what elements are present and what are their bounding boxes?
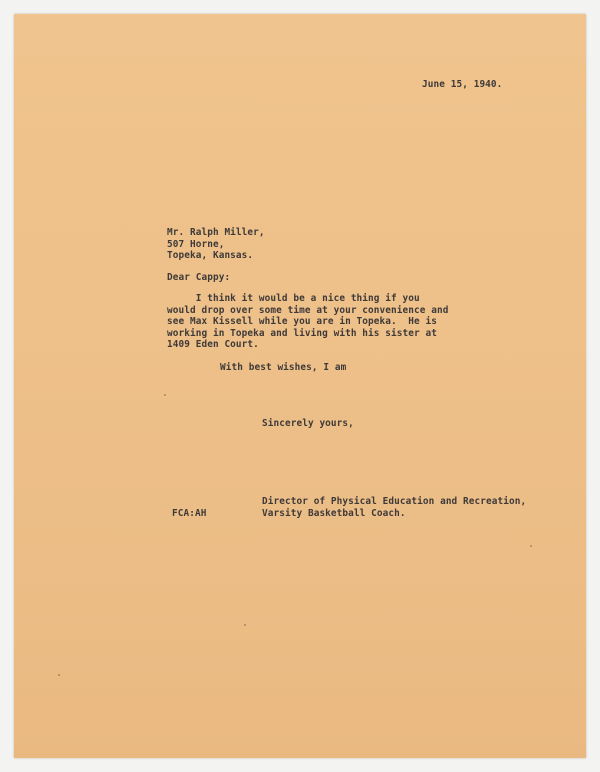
- recipient-street: 507 Horne,: [167, 238, 225, 250]
- paper-speck: [164, 394, 166, 396]
- paper-speck: [58, 674, 60, 676]
- salutation: Dear Cappy:: [167, 272, 231, 283]
- sign-off: Sincerely yours,: [262, 418, 354, 429]
- recipient-address: [167, 227, 265, 262]
- letter-date: June 15, 1940.: [422, 79, 503, 90]
- signature-title: Director of Physical Education and Recreation,: [262, 496, 527, 507]
- signature-role: Varsity Basketball Coach.: [262, 507, 406, 519]
- letter-body: [167, 293, 448, 351]
- letter-paper: [14, 14, 586, 758]
- body-line: see Max Kissell while you are in Topeka. He is: [167, 316, 437, 327]
- recipient-name: Mr. Ralph Miller,: [167, 227, 265, 238]
- reference-initials: FCA:AH: [172, 508, 207, 519]
- body-line: working in Topeka and living with his sister at: [167, 327, 437, 339]
- body-line: would drop over some time at your convenience and: [167, 304, 449, 316]
- signature-block: [262, 496, 526, 519]
- closing-line: With best wishes, I am: [220, 362, 347, 373]
- body-line: 1409 Eden Court.: [167, 339, 259, 350]
- paper-speck: [244, 624, 246, 626]
- paper-speck: [530, 545, 532, 547]
- recipient-city: Topeka, Kansas.: [167, 250, 254, 261]
- body-line: I think it would be a nice thing if you: [167, 293, 420, 304]
